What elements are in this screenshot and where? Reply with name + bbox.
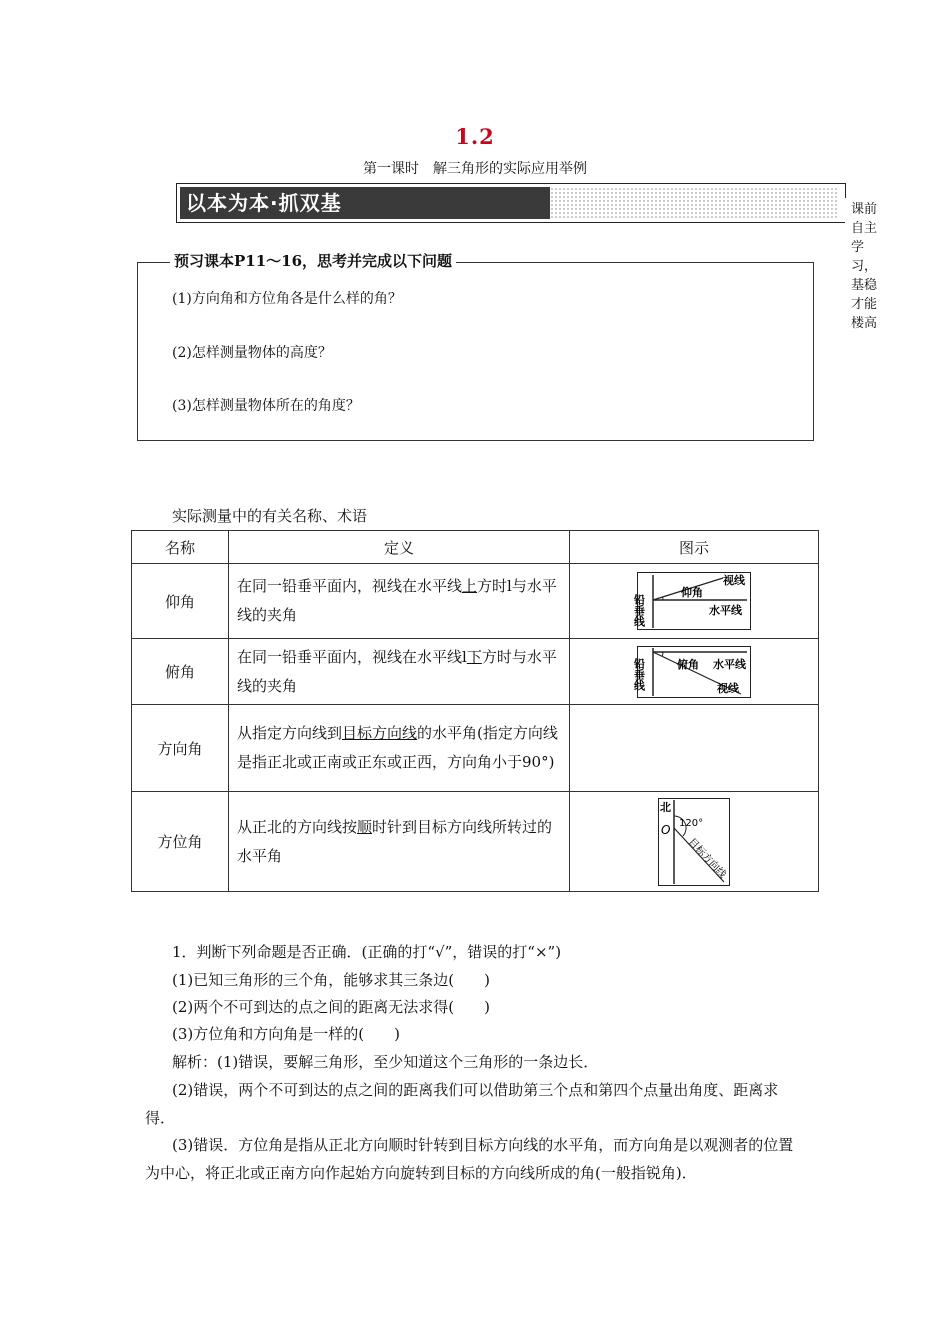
preview-question: (1)方向角和方位角各是什么样的角？ <box>172 291 402 307</box>
terms-table <box>131 530 819 892</box>
analysis-line: (3)错误．方位角是指从正北方向顺时针转到目标方向线的水平角，而方向角是以观测者的位置为中心，将正北或正南方向作起始方向旋转到目标的方向线所成的角(一般指锐角)． <box>145 1136 794 1182</box>
term-name: 俯角 <box>132 639 229 705</box>
col-header-definition: 定义 <box>229 531 570 564</box>
fig-north-label: 北 <box>660 800 671 814</box>
col-header-figure: 图示 <box>570 531 819 564</box>
exercise-item: (3)方位角和方向角是一样的( ) <box>172 1025 400 1043</box>
fig-angle-label: 120° <box>679 817 704 829</box>
term-definition: 在同一铅垂平面内，视线在水平线上方时l与水平线的夹角 <box>229 564 570 639</box>
table-row <box>132 639 819 705</box>
bearing-figure <box>570 792 819 892</box>
exercise-stem: 1．判断下列命题是否正确．(正确的打“√”，错误的打“×”) <box>172 943 562 961</box>
preview-title: 预习课本P11～16，思考并完成以下问题 <box>170 250 456 271</box>
fig-vertical-label: 铅垂线 <box>632 657 646 691</box>
empty-figure-cell <box>570 705 819 792</box>
banner-dots <box>550 187 878 331</box>
fig-angle-label: 仰角 <box>681 586 703 599</box>
preview-question: (2)怎样测量物体的高度？ <box>172 345 332 361</box>
lesson-title: 第一课时 解三角形的实际应用举例 <box>363 161 587 177</box>
exercise-item: (1)已知三角形的三个角，能够求其三条边( ) <box>172 971 490 989</box>
table-row <box>132 705 819 792</box>
term-definition: 从指定方向线到目标方向线的水平角(指定方向线是指正北或正南或正东或正西，方向角小于90°) <box>229 705 570 792</box>
fig-horizontal-label: 水平线 <box>713 657 746 671</box>
exercise-item: (2)两个不可到达的点之间的距离无法求得( ) <box>172 998 490 1016</box>
section-number: 1.2 <box>455 124 495 149</box>
depression-figure <box>570 639 819 705</box>
term-definition: 从正北的方向线按顺时针到目标方向线所转过的水平角 <box>229 792 570 892</box>
term-name: 方位角 <box>132 792 229 892</box>
table-header-row <box>132 531 819 564</box>
analysis-line: 解析：(1)错误，要解三角形，至少知道这个三角形的一条边长． <box>172 1053 599 1071</box>
table-caption: 实际测量中的有关名称、术语 <box>172 507 368 525</box>
elevation-figure <box>570 564 819 639</box>
banner-tag: 以本为本·抓双基 <box>180 187 550 219</box>
table-row <box>132 792 819 892</box>
term-definition: 在同一铅垂平面内，视线在水平线l下方时与水平线的夹角 <box>229 639 570 705</box>
fig-horizontal-label: 水平线 <box>709 604 742 617</box>
fig-target-label: 目标方向线 <box>685 836 728 881</box>
table-row <box>132 564 819 639</box>
preview-question: (3)怎样测量物体所在的角度？ <box>172 398 360 414</box>
analysis-line: (2)错误，两个不可到达的点之间的距离我们可以借助第三个点和第四个点量出角度、距离求得． <box>145 1081 779 1127</box>
fig-sight-label: 视线 <box>723 574 745 587</box>
term-name: 仰角 <box>132 564 229 639</box>
banner-subtitle: 课前自主学习，基稳才能楼高 <box>845 198 883 331</box>
fig-vertical-label: 铅垂线 <box>632 594 646 627</box>
fig-origin-label: O <box>661 822 671 837</box>
fig-sight-label: 视线 <box>717 681 739 695</box>
fig-angle-label: 俯角 <box>677 657 699 671</box>
col-header-name: 名称 <box>132 531 229 564</box>
term-name: 方向角 <box>132 705 229 792</box>
